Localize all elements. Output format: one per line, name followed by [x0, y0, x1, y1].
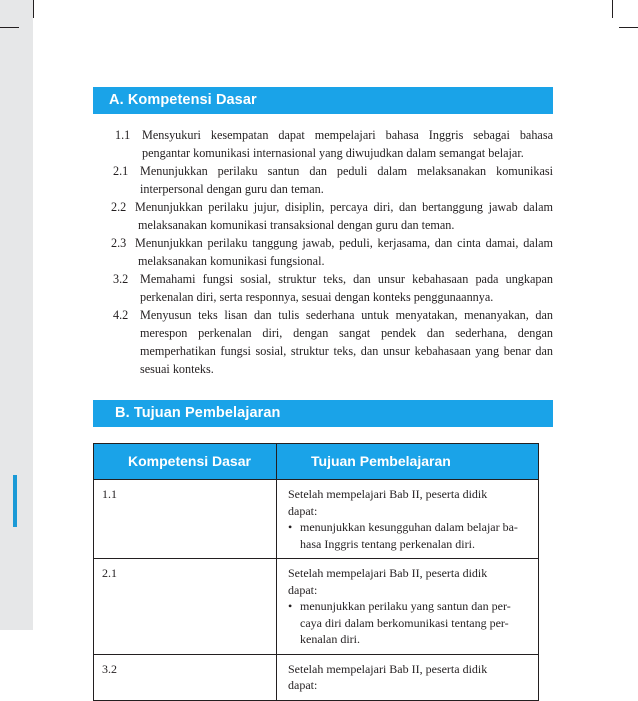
- kd-number: 2.2: [111, 200, 127, 214]
- kd-text: Menyusun teks lisan dan tulis sederhana untuk menyatakan, menanyakan, dan merespon perkenalan diri, dengan sangat pendek dan sederhana, dengan memperhatikan fungsi sosial, struktur teks, dan unsur kebahasaan yang benar dan sesuai konteks.: [140, 308, 553, 376]
- list-item: [115, 126, 553, 162]
- kd-number: 2.3: [111, 236, 127, 250]
- crop-mark: [612, 0, 613, 18]
- list-item: [113, 306, 553, 378]
- kd-text: Menunjukkan perilaku jujur, disiplin, percaya diri, dan bertanggung jawab dalam melaksanakan komunikasi transaksional dengan guru dan teman.: [135, 200, 553, 232]
- column-header-kompetensi: Kompetensi Dasar: [94, 444, 277, 480]
- page-edge: [0, 0, 33, 630]
- kd-number: 3.2: [113, 272, 129, 286]
- crop-mark: [619, 27, 638, 28]
- table-row: [94, 654, 539, 700]
- list-item: [113, 270, 553, 306]
- crop-mark: [33, 0, 34, 18]
- bullet-icon: •: [288, 520, 293, 534]
- tujuan-cell: [277, 559, 539, 655]
- list-item: [111, 234, 553, 270]
- crop-mark: [0, 27, 19, 28]
- kd-text: Menunjukkan perilaku santun dan peduli dalam melaksanakan komunikasi interpersonal dengan guru dan teman.: [140, 164, 553, 196]
- page-edge-marker: [13, 475, 17, 527]
- tujuan-bullet: [288, 519, 518, 552]
- kd-cell: 1.1: [94, 480, 277, 559]
- table-row: [94, 559, 539, 655]
- table-header-row: [94, 444, 539, 480]
- kd-number: 4.2: [113, 308, 129, 322]
- tujuan-cell: [277, 480, 539, 559]
- section-b-heading: B. Tujuan Pembelajaran: [93, 400, 553, 427]
- list-item: [113, 162, 553, 198]
- tujuan-pembelajaran-table: [93, 443, 539, 701]
- kd-text: Memahami fungsi sosial, struktur teks, dan unsur kebahasaan pada ungkapan perkenalan diri, serta responnya, sesuai dengan konteks penggunaannya.: [140, 272, 553, 304]
- tujuan-intro: Setelah mempelajari Bab II, peserta didik dapat:: [288, 487, 488, 518]
- tujuan-cell: [277, 654, 539, 700]
- bullet-icon: •: [288, 599, 293, 613]
- list-item: [111, 198, 553, 234]
- tujuan-bullet: [288, 598, 518, 648]
- kd-cell: 2.1: [94, 559, 277, 655]
- section-a-heading: A. Kompetensi Dasar: [93, 87, 553, 114]
- kd-cell: 3.2: [94, 654, 277, 700]
- kd-number: 2.1: [113, 164, 129, 178]
- tujuan-intro: Setelah mempelajari Bab II, peserta didik dapat:: [288, 661, 488, 692]
- table-row: [94, 480, 539, 559]
- kd-text: Menunjukkan perilaku tanggung jawab, peduli, kerjasama, dan cinta damai, dalam melaksanakan komunikasi fungsional.: [135, 236, 553, 268]
- tujuan-intro: Setelah mempelajari Bab II, peserta didik dapat:: [288, 566, 488, 597]
- bullet-text: menunjukkan kesungguhan dalam belajar ba-hasa Inggris tentang perkenalan diri.: [300, 520, 518, 551]
- bullet-text: menunjukkan perilaku yang santun dan per-caya diri dalam berkomunikasi tentang per-kenalan diri.: [300, 599, 511, 646]
- kd-number: 1.1: [115, 128, 131, 142]
- kompetensi-dasar-list: [113, 126, 553, 378]
- kd-text: Mensyukuri kesempatan dapat mempelajari bahasa Inggris sebagai bahasa pengantar komunikasi internasional yang diwujudkan dalam semangat belajar.: [142, 128, 553, 160]
- column-header-tujuan: Tujuan Pembelajaran: [277, 444, 539, 480]
